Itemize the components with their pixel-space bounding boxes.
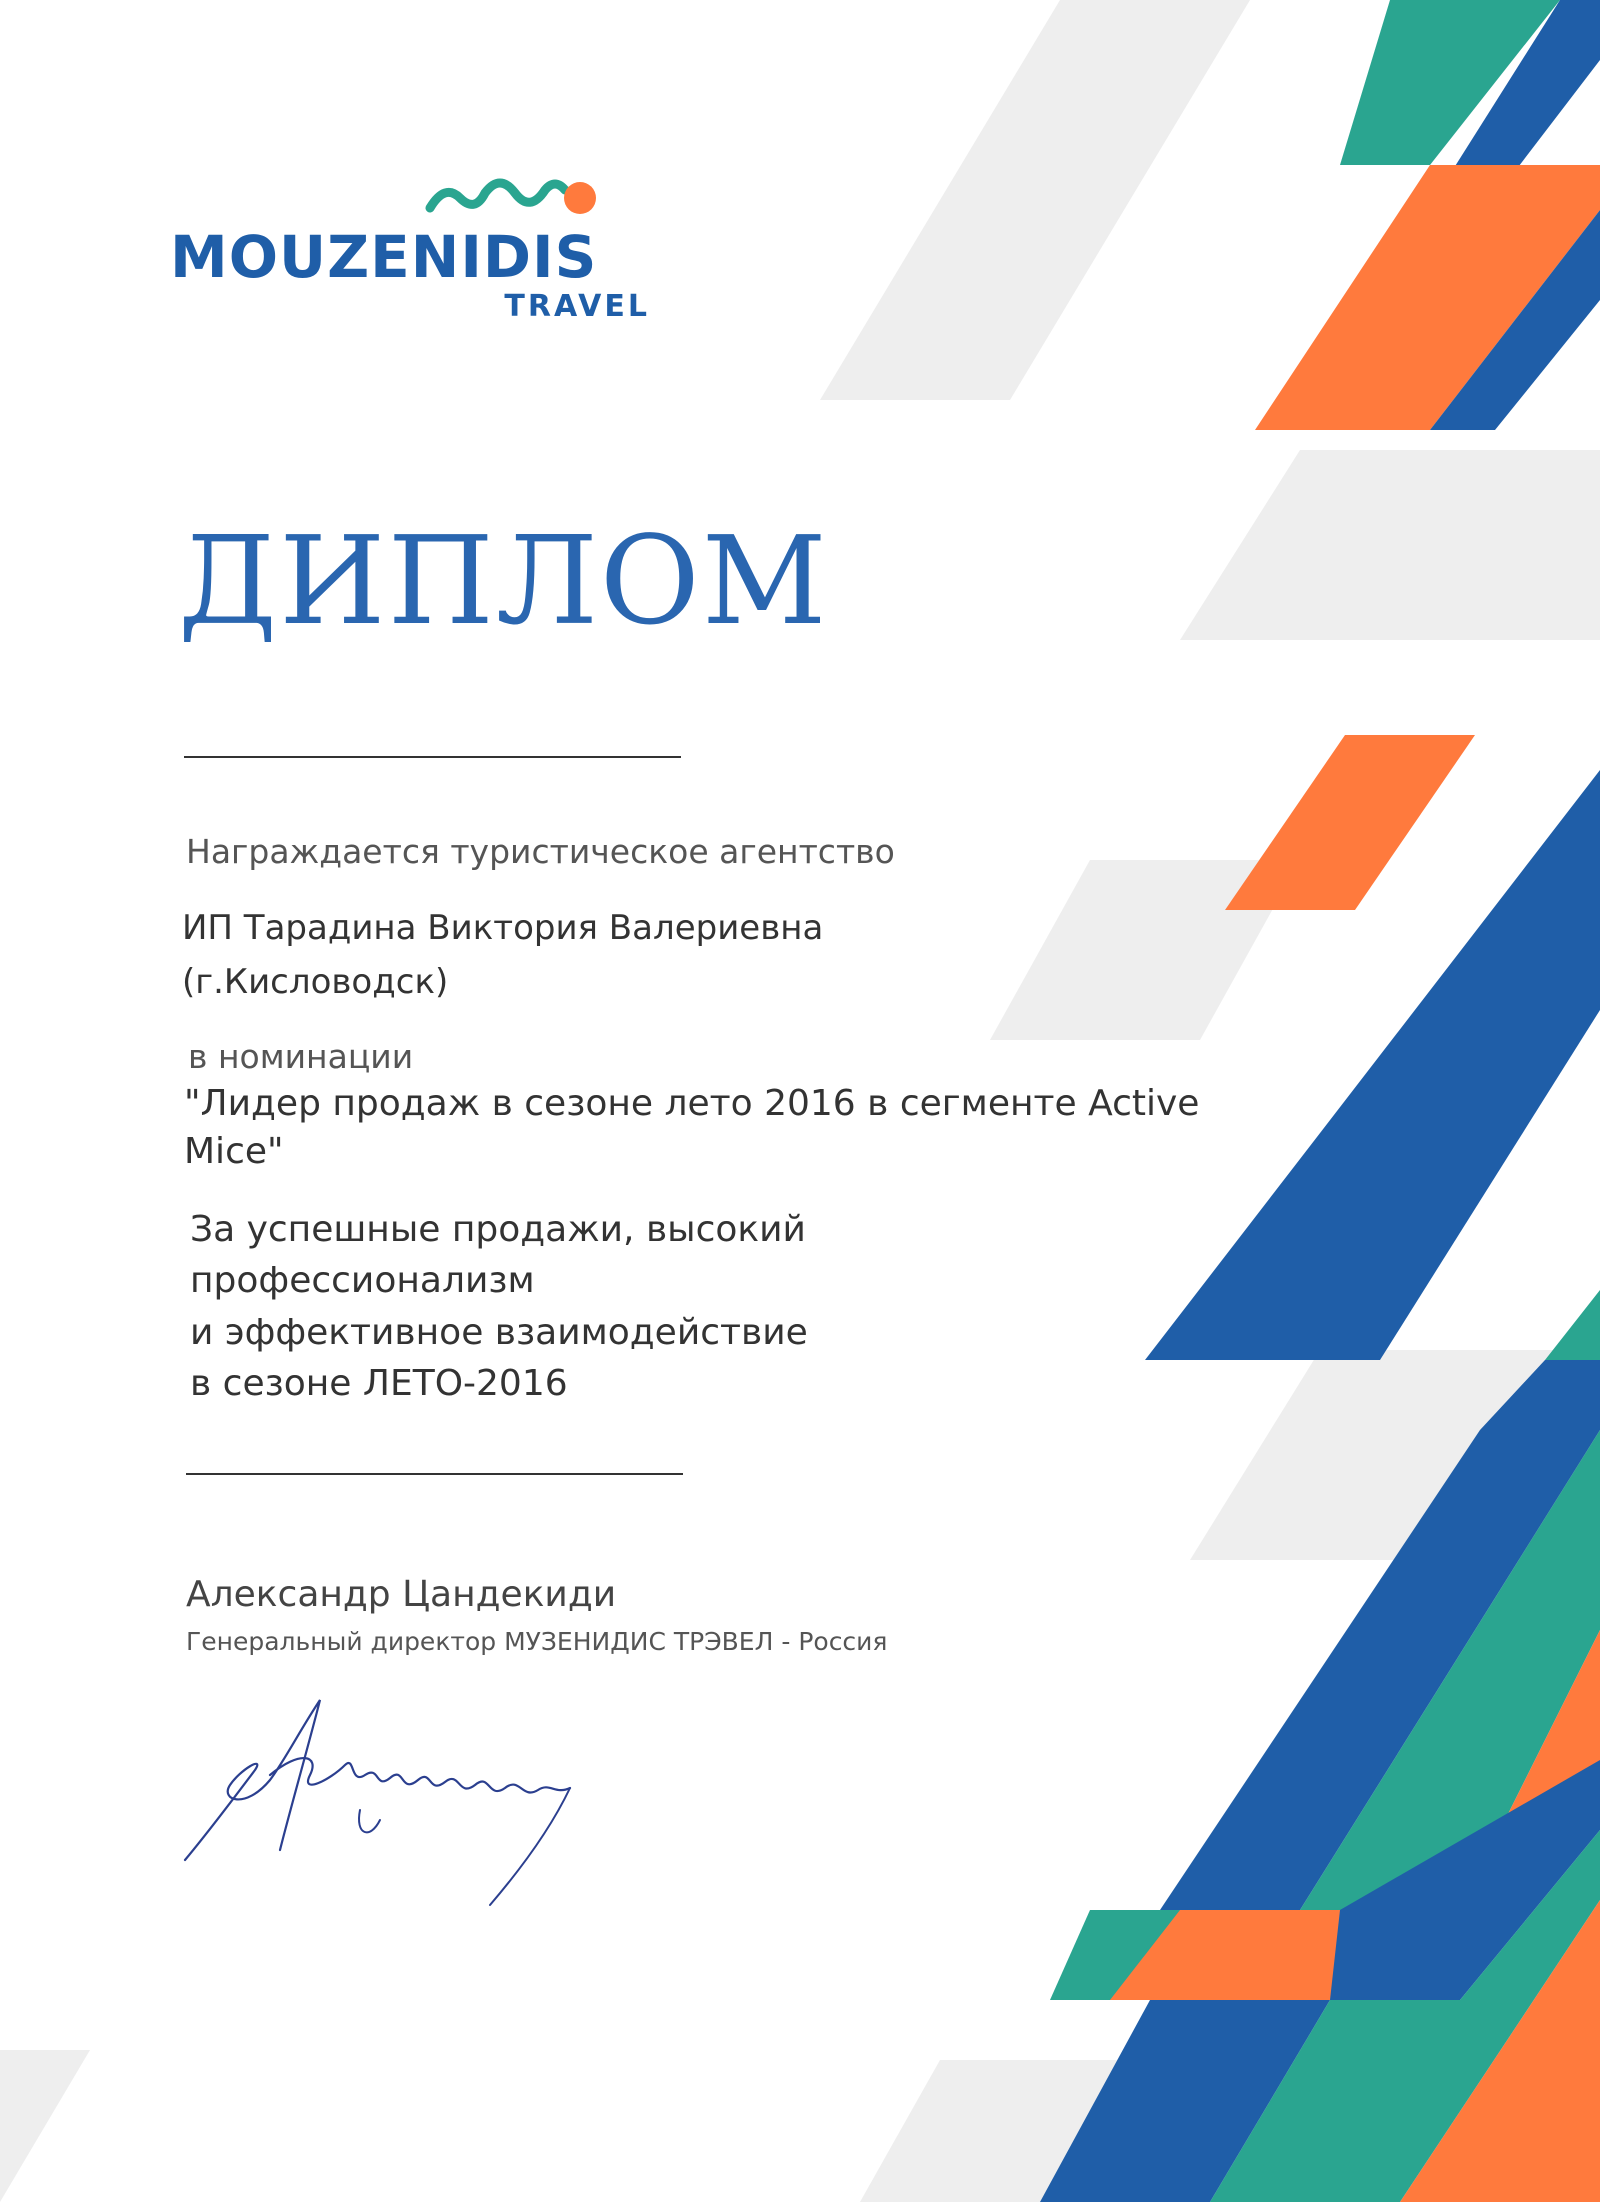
stripe-teal-lower-1 xyxy=(1545,1290,1600,1360)
divider-bottom xyxy=(186,1473,683,1475)
organization-name: ИП Тарадина Виктория Валериевна xyxy=(182,908,824,948)
stripe-orange-mid xyxy=(1225,735,1475,910)
nomination-label: в номинации xyxy=(188,1037,414,1076)
company-logo xyxy=(170,168,660,328)
nomination-text: "Лидер продаж в сезоне лето 2016 в сегменте Active Mice" xyxy=(184,1083,1200,1172)
reason-line: профессионализм xyxy=(190,1260,535,1302)
signature xyxy=(170,1660,630,1920)
logo-wave-icon xyxy=(420,168,600,228)
diploma-title: ДИПЛОМ xyxy=(178,510,829,652)
signer-title: Генеральный директор МУЗЕНИДИС ТРЭВЕЛ - Россия xyxy=(186,1627,888,1656)
logo-subtitle: TRAVEL xyxy=(504,289,650,324)
reason-line: и эффективное взаимодействие xyxy=(190,1311,808,1353)
signer-name: Александр Цандекиди xyxy=(186,1574,617,1615)
reason-line: в сезоне ЛЕТО-2016 xyxy=(190,1363,568,1405)
divider-top xyxy=(184,756,681,758)
organization-city: (г.Кисловодск) xyxy=(182,962,449,1002)
reason-text xyxy=(190,1204,1090,1410)
awarded-text: Награждается туристическое агентство xyxy=(186,832,895,871)
logo-wordmark: MOUZENIDIS xyxy=(170,223,598,291)
reason-line: За успешные продажи, высокий xyxy=(190,1209,806,1250)
